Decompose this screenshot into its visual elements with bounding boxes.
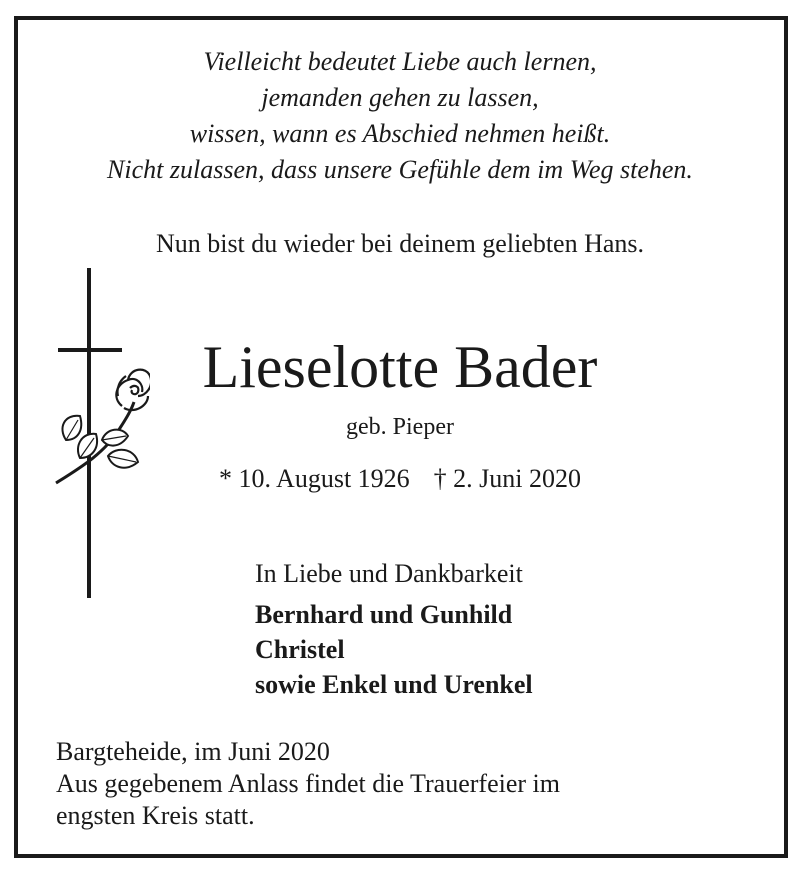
- poem-line: Vielleicht bedeutet Liebe auch lernen,: [203, 47, 597, 76]
- death-date: † 2. Juni 2020: [433, 464, 582, 493]
- place-date: Bargteheide, im Juni 2020: [56, 737, 330, 766]
- poem-line: jemanden gehen zu lassen,: [261, 83, 539, 112]
- life-dates: [170, 462, 630, 496]
- mourner-name: sowie Enkel und Urenkel: [255, 670, 533, 699]
- mourners: [255, 556, 533, 702]
- birth-date: * 10. August 1926: [218, 464, 410, 493]
- footer: [56, 736, 560, 832]
- maiden-name: geb. Pieper: [346, 414, 454, 440]
- funeral-note: Aus gegebenem Anlass findet die Trauerfeier im: [56, 769, 560, 798]
- deceased-name: Lieselotte Bader: [202, 334, 598, 400]
- poem-line: Nicht zulassen, dass unsere Gefühle dem im Weg stehen.: [107, 155, 693, 184]
- mourner-name: Christel: [255, 635, 345, 664]
- mourners-intro: In Liebe und Dankbarkeit: [255, 559, 523, 588]
- cross-with-rose-icon: [50, 268, 150, 598]
- funeral-note: engsten Kreis statt.: [56, 801, 255, 830]
- dedication-line: Nun bist du wieder bei deinem geliebten Hans.: [155, 229, 645, 258]
- poem: [0, 44, 800, 188]
- poem-line: wissen, wann es Abschied nehmen heißt.: [189, 119, 611, 148]
- mourner-name: Bernhard und Gunhild: [255, 600, 513, 629]
